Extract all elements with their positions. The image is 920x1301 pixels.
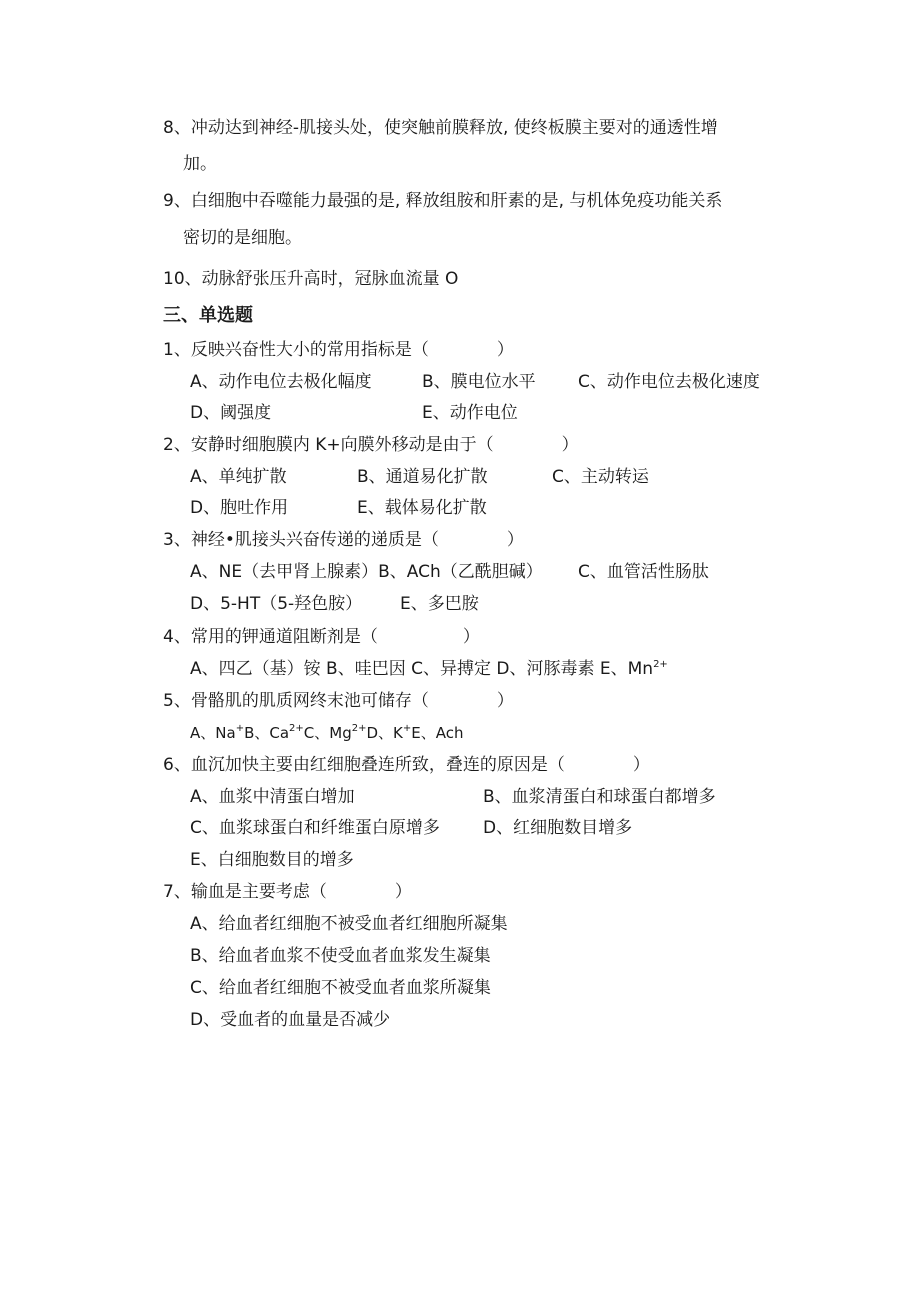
q5-option-a: A、Na [190,724,236,742]
q7-option-b: B、给血者血浆不使受血者血浆发生凝集 [190,946,491,966]
q5-stem: 5、骨骼肌的肌质网终末池可储存（ ） [163,691,514,711]
section-title: 三、单选题 [163,305,253,326]
q5-option-b: B、Ca [244,724,290,742]
q5-options [190,722,464,744]
q9-line2: 密切的是细胞。 [183,228,302,248]
q6-option-d: D、红细胞数目增多 [483,818,633,838]
q9-line1: 9、白细胞中吞噬能力最强的是, 释放组胺和肝素的是, 与机体免疫功能关系 [163,191,723,211]
q6-option-c: C、血浆球蛋白和纤维蛋白原增多 [190,818,440,838]
q2-stem: 2、安静时细胞膜内 K+向膜外移动是由于（ ） [163,435,579,455]
q5-option-e: E、Ach [411,724,464,742]
q4-options-text: A、四乙（基）铵 B、哇巴因 C、异搏定 D、河豚毒素 E、Mn [190,659,654,679]
q10: 10、动脉舒张压升高时，冠脉血流量 O [163,269,459,289]
q5-option-b-sup: 2+ [289,723,304,734]
q6-option-a: A、血浆中清蛋白增加 [190,787,355,807]
q2-option-c: C、主动转运 [552,467,649,487]
q1-option-d: D、阈强度 [190,403,272,423]
q7-stem: 7、输血是主要考虑（ ） [163,882,412,902]
q2-option-e: E、载体易化扩散 [357,498,487,518]
q7-option-c: C、给血者红细胞不被受血者血浆所凝集 [190,978,491,998]
q2-option-d: D、胞吐作用 [190,498,289,518]
q6-option-e: E、白细胞数目的增多 [190,850,354,870]
q6-stem: 6、血沉加快主要由红细胞叠连所致，叠连的原因是（ ） [163,755,650,775]
q1-option-c: C、动作电位去极化速度 [578,372,760,392]
q3-stem: 3、神经•肌接头兴奋传递的递质是（ ） [163,530,524,550]
q5-option-d: D、K [366,724,403,742]
q5-option-a-sup: + [235,723,245,734]
q4-options-sup: 2+ [653,659,668,670]
q1-stem: 1、反映兴奋性大小的常用指标是（ ） [163,340,514,360]
q4-stem: 4、常用的钾通道阻断剂是（ ） [163,627,480,647]
q3-option-d: D、5-HT（5-羟色胺） [190,594,363,614]
q8-line1: 8、冲动达到神经-肌接头处，使突触前膜释放, 使终板膜主要对的通透性增 [163,118,718,138]
q3-option-e: E、多巴胺 [400,594,479,614]
q6-option-b: B、血浆清蛋白和球蛋白都增多 [483,787,716,807]
q7-option-a: A、给血者红细胞不被受血者红细胞所凝集 [190,914,508,934]
q3-option-c: C、血管活性肠肽 [578,562,709,582]
q2-option-a: A、单纯扩散 [190,467,287,487]
q8-line2: 加。 [183,154,217,174]
q5-option-c-sup: 2+ [351,723,367,734]
q2-option-b: B、通道易化扩散 [357,467,488,487]
q3-option-ab: A、NE（去甲肾上腺素）B、ACh（乙酰胆碱） [190,562,543,582]
q5-option-d-sup: + [402,723,412,734]
q4-options [190,658,668,680]
q1-option-e: E、动作电位 [422,403,518,423]
q7-option-d: D、受血者的血量是否减少 [190,1010,391,1030]
q1-option-a: A、动作电位去极化幅度 [190,372,372,392]
q1-option-b: B、膜电位水平 [422,372,536,392]
q5-option-c: C、Mg [303,724,352,742]
